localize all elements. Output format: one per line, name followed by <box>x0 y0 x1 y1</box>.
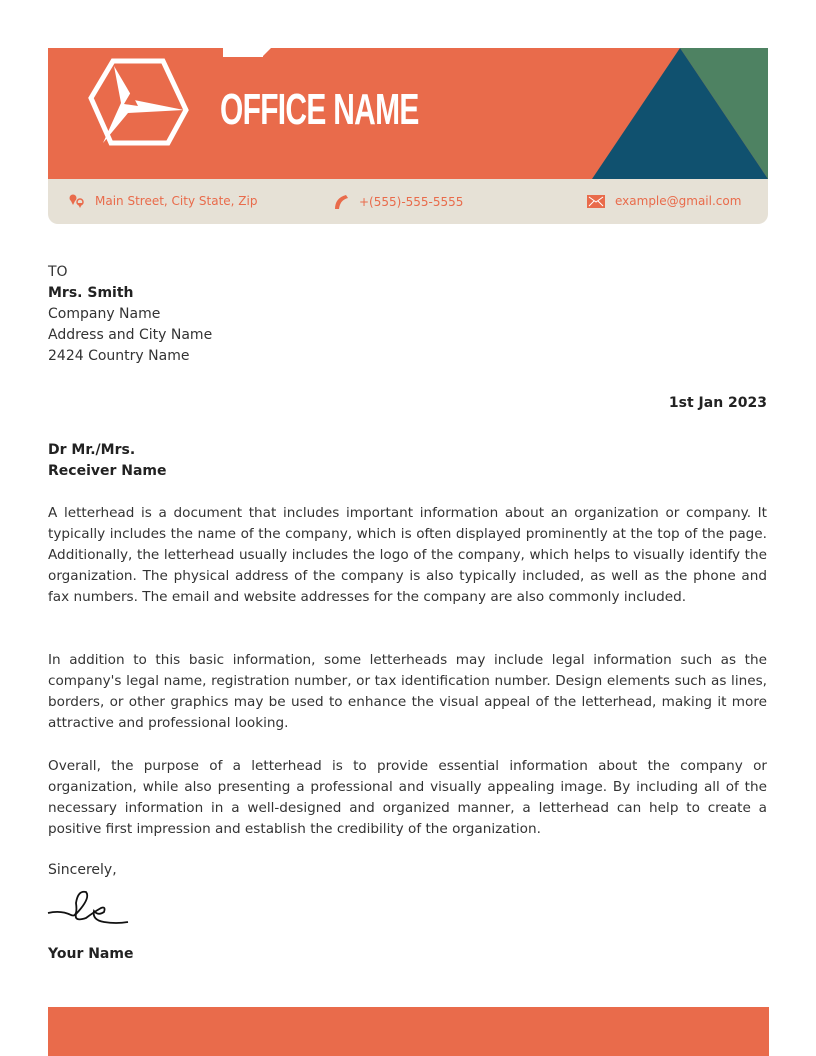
contact-phone: +(555)-555-5555 <box>333 194 463 210</box>
body-paragraph: Overall, the purpose of a letterhead is to provide essential information about the company or organization, while also presenting a professional and visually appealing image. By including all of the necessary information in a well-designed and organized manner, a letterhead can help to create a positive first impression and establish the credibility of the organization. <box>48 758 767 837</box>
email-icon <box>587 195 605 208</box>
body-paragraph: In addition to this basic information, some letterheads may include legal information such as the company's legal name, registration number, or tax identification number. Design elements such as lines, borders, or other graphics may be used to enhance the visual appeal of the letterhead, making it more attractive and professional looking. <box>48 652 767 731</box>
signer-name: Your Name <box>48 946 134 962</box>
office-name: OFFICE NAME <box>220 85 419 134</box>
letter-date: 1st Jan 2023 <box>668 395 767 411</box>
recipient-block: TO Mrs. Smith Company Name Address and City Name 2424 Country Name <box>48 264 213 364</box>
closing: Sincerely, <box>48 862 117 878</box>
body-paragraph: A letterhead is a document that includes important information about an organization or company. It typically includes the name of the company, which is often displayed prominently at the top of the page. Additionally, the letterhead usually includes the logo of the company, which helps to visually identify the organization. The physical address of the company is also typically included, as well as the phone and fax numbers. The email and website addresses for the company are also commonly included. <box>48 505 767 605</box>
location-pin-icon <box>69 194 85 208</box>
contact-email: example@gmail.com <box>587 194 741 208</box>
salutation: Dr Mr./Mrs. Receiver Name <box>48 442 167 479</box>
signature <box>46 888 136 933</box>
logo-icon <box>88 58 190 148</box>
header-notch <box>223 48 263 57</box>
phone-icon <box>333 194 349 210</box>
contact-address: Main Street, City State, Zip <box>69 194 257 208</box>
footer-band <box>48 1007 769 1056</box>
